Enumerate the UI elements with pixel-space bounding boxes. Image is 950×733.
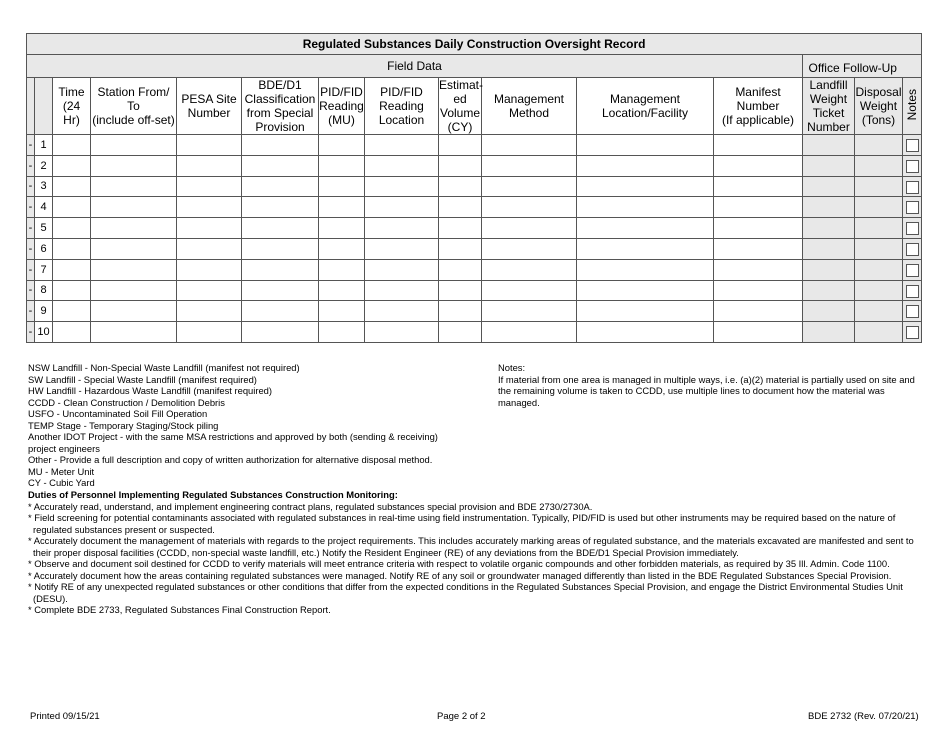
cell-facility[interactable] <box>577 197 714 218</box>
cell-classification[interactable] <box>242 322 319 343</box>
notes-checkbox[interactable] <box>906 201 919 214</box>
cell-station[interactable] <box>91 259 177 280</box>
notes-checkbox[interactable] <box>906 305 919 318</box>
legend-line: MU - Meter Unit <box>28 465 95 477</box>
cell-facility[interactable] <box>577 218 714 239</box>
cell-manifest[interactable] <box>714 197 803 218</box>
legend-line: Another IDOT Project - with the same MSA restrictions and approved by both (sending & receiving) <box>28 431 438 443</box>
cell-ticket[interactable] <box>803 280 855 301</box>
cell-ticket[interactable] <box>803 155 855 176</box>
cell-facility[interactable] <box>577 135 714 156</box>
cell-notes <box>903 238 922 259</box>
col-facility <box>577 78 714 135</box>
duty-item: * Complete BDE 2733, Regulated Substances Final Construction Report. <box>28 604 331 616</box>
cell-notes <box>903 155 922 176</box>
cell-weight[interactable] <box>855 301 903 322</box>
cell-manifest[interactable] <box>714 218 803 239</box>
cell-weight[interactable] <box>855 322 903 343</box>
form-id: BDE 2732 (Rev. 07/20/21) <box>808 711 919 722</box>
cell-pid-reading[interactable] <box>319 135 365 156</box>
row-marker: - <box>27 238 35 259</box>
row-number: 8 <box>35 280 53 301</box>
table-row <box>27 176 922 197</box>
cell-classification[interactable] <box>242 238 319 259</box>
col-ticket-label: Landfill Weight Ticket Number <box>807 78 850 134</box>
col-notes <box>903 78 922 135</box>
cell-facility[interactable] <box>577 301 714 322</box>
cell-facility[interactable] <box>577 322 714 343</box>
cell-pid-location[interactable] <box>365 176 439 197</box>
cell-method[interactable] <box>482 218 577 239</box>
row-number: 4 <box>35 197 53 218</box>
cell-time[interactable] <box>53 197 91 218</box>
cell-volume[interactable] <box>439 135 482 156</box>
row-number: 7 <box>35 259 53 280</box>
row-number: 2 <box>35 155 53 176</box>
office-followup-label: Office Follow-Up <box>803 55 903 78</box>
notes-checkbox[interactable] <box>906 264 919 277</box>
cell-pesa[interactable] <box>177 301 242 322</box>
col-volume <box>439 78 482 135</box>
cell-station[interactable] <box>91 135 177 156</box>
col-pid-reading <box>319 78 365 135</box>
cell-time[interactable] <box>53 259 91 280</box>
col-station <box>91 78 177 135</box>
cell-ticket[interactable] <box>803 176 855 197</box>
cell-facility[interactable] <box>577 238 714 259</box>
cell-classification[interactable] <box>242 135 319 156</box>
row-marker: - <box>27 259 35 280</box>
col-pesa <box>177 78 242 135</box>
cell-pid-location[interactable] <box>365 259 439 280</box>
cell-station[interactable] <box>91 218 177 239</box>
legend-line: HW Landfill - Hazardous Waste Landfill (manifest required) <box>28 385 273 397</box>
printed-date: Printed 09/15/21 <box>30 711 100 722</box>
form-title: Regulated Substances Daily Construction Oversight Record <box>27 34 922 55</box>
cell-weight[interactable] <box>855 259 903 280</box>
cell-notes <box>903 322 922 343</box>
table-row <box>27 259 922 280</box>
cell-volume[interactable] <box>439 176 482 197</box>
table-row <box>27 301 922 322</box>
cell-station[interactable] <box>91 155 177 176</box>
row-marker: - <box>27 176 35 197</box>
cell-manifest[interactable] <box>714 322 803 343</box>
cell-pesa[interactable] <box>177 238 242 259</box>
cell-volume[interactable] <box>439 218 482 239</box>
cell-classification[interactable] <box>242 176 319 197</box>
row-number: 3 <box>35 176 53 197</box>
cell-volume[interactable] <box>439 259 482 280</box>
col-volume-label: Estimat- ed Volume (CY) <box>439 78 484 134</box>
cell-notes <box>903 176 922 197</box>
col-method <box>482 78 577 135</box>
col-pesa-label: PESA Site Number <box>181 92 237 120</box>
cell-facility[interactable] <box>577 259 714 280</box>
table-row <box>27 155 922 176</box>
notes-checkbox[interactable] <box>906 139 919 152</box>
cell-method[interactable] <box>482 135 577 156</box>
legend-line: Other - Provide a full description and copy of written authorization for alternative disposal method. <box>28 454 433 466</box>
cell-classification[interactable] <box>242 259 319 280</box>
cell-weight[interactable] <box>855 197 903 218</box>
cell-pid-reading[interactable] <box>319 197 365 218</box>
col-classification <box>242 78 319 135</box>
cell-pesa[interactable] <box>177 280 242 301</box>
cell-volume[interactable] <box>439 280 482 301</box>
row-number: 1 <box>35 135 53 156</box>
notes-checkbox[interactable] <box>906 285 919 298</box>
cell-time[interactable] <box>53 218 91 239</box>
table-row <box>27 218 922 239</box>
legend-line: USFO - Uncontaminated Soil Fill Operation <box>28 408 208 420</box>
cell-volume[interactable] <box>439 238 482 259</box>
cell-facility[interactable] <box>577 176 714 197</box>
row-marker: - <box>27 322 35 343</box>
notes-checkbox[interactable] <box>906 160 919 173</box>
cell-notes <box>903 135 922 156</box>
notes-text: If material from one area is managed in multiple ways, i.e. (a)(2) material is partially used on site and the remaining volume is taken to CCDD, use multiple lines to document how the material was managed. <box>498 373 915 408</box>
cell-notes <box>903 218 922 239</box>
cell-time[interactable] <box>53 155 91 176</box>
row-marker: - <box>27 155 35 176</box>
cell-ticket[interactable] <box>803 259 855 280</box>
cell-time[interactable] <box>53 238 91 259</box>
cell-pid-location[interactable] <box>365 155 439 176</box>
legend-line: CCDD - Clean Construction / Demolition Debris <box>28 396 225 408</box>
cell-classification[interactable] <box>242 155 319 176</box>
col-pid-location <box>365 78 439 135</box>
cell-method[interactable] <box>482 259 577 280</box>
cell-notes <box>903 301 922 322</box>
cell-pesa[interactable] <box>177 155 242 176</box>
cell-weight[interactable] <box>855 218 903 239</box>
cell-volume[interactable] <box>439 197 482 218</box>
row-number: 9 <box>35 301 53 322</box>
cell-pid-location[interactable] <box>365 218 439 239</box>
col-pid-location-label: PID/FID Reading Location <box>378 85 425 127</box>
cell-notes <box>903 197 922 218</box>
cell-station[interactable] <box>91 322 177 343</box>
cell-pid-reading[interactable] <box>319 155 365 176</box>
cell-pesa[interactable] <box>177 135 242 156</box>
col-notes-label: Notes <box>905 88 920 121</box>
cell-volume[interactable] <box>439 301 482 322</box>
cell-weight[interactable] <box>855 135 903 156</box>
cell-pid-reading[interactable] <box>319 322 365 343</box>
table-row <box>27 322 922 343</box>
duties-list <box>28 501 923 616</box>
row-marker: - <box>27 218 35 239</box>
cell-ticket[interactable] <box>803 135 855 156</box>
row-marker: - <box>27 301 35 322</box>
field-data-label: Field Data <box>27 55 803 78</box>
cell-pid-reading[interactable] <box>319 218 365 239</box>
cell-notes <box>903 259 922 280</box>
row-marker: - <box>27 197 35 218</box>
duties-block <box>28 489 923 616</box>
duty-item: * Field screening for potential contaminants associated with regulated substances in real-time using field instrumentation. Typically, PID/FID is used but other instruments may be required based on the nature of regulated substances present or suspected. <box>28 512 896 535</box>
col-manifest-label: Manifest Number (If applicable) <box>721 85 795 127</box>
cell-pesa[interactable] <box>177 322 242 343</box>
cell-method[interactable] <box>482 238 577 259</box>
duty-item: * Observe and document soil destined for CCDD to verify materials will meet entrance criteria with respect to volatile organic compounds and other forbidden materials, as required by 35 Ill. Admin. Code 1100. <box>28 558 890 570</box>
cell-pid-reading[interactable] <box>319 238 365 259</box>
cell-manifest[interactable] <box>714 135 803 156</box>
cell-pid-location[interactable] <box>365 238 439 259</box>
cell-ticket[interactable] <box>803 218 855 239</box>
cell-pid-location[interactable] <box>365 197 439 218</box>
cell-manifest[interactable] <box>714 280 803 301</box>
cell-time[interactable] <box>53 322 91 343</box>
col-method-label: Management Method <box>493 92 565 120</box>
cell-ticket[interactable] <box>803 238 855 259</box>
cell-manifest[interactable] <box>714 155 803 176</box>
duty-item: * Accurately document the management of materials with regards to the project requirements. This includes accurately marking areas of regulated substance, and the materials excavated are manifested and sent to their proper disposal facilities (CCDD, non-special waste landfill, etc.) Notify the Resident Engineer (RE) of any deviations from the BDE/D1 Special Provision immediately. <box>28 535 914 558</box>
cell-classification[interactable] <box>242 197 319 218</box>
cell-manifest[interactable] <box>714 301 803 322</box>
notes-checkbox[interactable] <box>906 243 919 256</box>
duty-item: * Accurately document how the areas containing regulated substances were managed. Notify RE of any soil or groundwater managed differently than listed in the BDE Regulated Substances Special Provision. <box>28 569 892 581</box>
cell-station[interactable] <box>91 301 177 322</box>
cell-method[interactable] <box>482 176 577 197</box>
row-number: 6 <box>35 238 53 259</box>
cell-station[interactable] <box>91 238 177 259</box>
legend-line: NSW Landfill - Non-Special Waste Landfill (manifest not required) <box>28 362 300 373</box>
cell-method[interactable] <box>482 197 577 218</box>
table-row <box>27 135 922 156</box>
cell-pid-reading[interactable] <box>319 259 365 280</box>
row-marker: - <box>27 280 35 301</box>
notes-checkbox[interactable] <box>906 181 919 194</box>
col-classification-label: BDE/D1 Classification from Special Provision <box>244 78 316 134</box>
table-row <box>27 280 922 301</box>
cell-manifest[interactable] <box>714 259 803 280</box>
cell-volume[interactable] <box>439 155 482 176</box>
cell-time[interactable] <box>53 135 91 156</box>
legend <box>28 362 498 489</box>
row-marker: - <box>27 135 35 156</box>
col-weight-label: Disposal Weight (Tons) <box>855 85 902 127</box>
cell-station[interactable] <box>91 176 177 197</box>
oversight-record-table <box>26 33 922 343</box>
cell-time[interactable] <box>53 176 91 197</box>
col-manifest <box>714 78 803 135</box>
cell-ticket[interactable] <box>803 197 855 218</box>
cell-time[interactable] <box>53 280 91 301</box>
table-row <box>27 238 922 259</box>
cell-pid-reading[interactable] <box>319 301 365 322</box>
duties-heading: Duties of Personnel Implementing Regulated Substances Construction Monitoring: <box>28 489 398 500</box>
row-number: 5 <box>35 218 53 239</box>
data-rows <box>27 135 922 343</box>
legend-line: project engineers <box>28 442 100 454</box>
cell-pid-location[interactable] <box>365 135 439 156</box>
page-number: Page 2 of 2 <box>437 711 486 722</box>
cell-ticket[interactable] <box>803 301 855 322</box>
cell-pesa[interactable] <box>177 176 242 197</box>
cell-pid-reading[interactable] <box>319 280 365 301</box>
cell-pesa[interactable] <box>177 259 242 280</box>
cell-manifest[interactable] <box>714 238 803 259</box>
col-time-label: Time (24 Hr) <box>58 85 85 127</box>
col-station-label: Station From/ To (include off-set) <box>92 85 175 127</box>
cell-pesa[interactable] <box>177 218 242 239</box>
cell-time[interactable] <box>53 301 91 322</box>
cell-facility[interactable] <box>577 155 714 176</box>
cell-volume[interactable] <box>439 322 482 343</box>
cell-classification[interactable] <box>242 218 319 239</box>
legend-line: TEMP Stage - Temporary Staging/Stock piling <box>28 419 219 431</box>
cell-classification[interactable] <box>242 301 319 322</box>
cell-method[interactable] <box>482 322 577 343</box>
col-weight <box>855 78 903 135</box>
legend-line: SW Landfill - Special Waste Landfill (manifest required) <box>28 373 257 385</box>
cell-station[interactable] <box>91 280 177 301</box>
cell-method[interactable] <box>482 301 577 322</box>
duty-item: * Notify RE of any unexpected regulated substances or other conditions that differ from the expected conditions in the Regulated Substances Special Provision, and engage the District Environmental Studies Unit (DESU). <box>28 581 903 604</box>
cell-facility[interactable] <box>577 280 714 301</box>
row-number: 10 <box>35 322 53 343</box>
col-pid-reading-label: PID/FID Reading (MU) <box>319 85 364 127</box>
col-facility-label: Management Location/Facility <box>601 92 689 120</box>
col-time <box>53 78 91 135</box>
notes-checkbox[interactable] <box>906 326 919 339</box>
notes-heading: Notes: <box>498 362 526 373</box>
cell-method[interactable] <box>482 280 577 301</box>
cell-pesa[interactable] <box>177 197 242 218</box>
cell-manifest[interactable] <box>714 176 803 197</box>
cell-station[interactable] <box>91 197 177 218</box>
cell-classification[interactable] <box>242 280 319 301</box>
cell-notes <box>903 280 922 301</box>
table-row <box>27 197 922 218</box>
cell-weight[interactable] <box>855 176 903 197</box>
legend-line: CY - Cubic Yard <box>28 477 95 489</box>
cell-pid-reading[interactable] <box>319 176 365 197</box>
cell-pid-location[interactable] <box>365 301 439 322</box>
cell-pid-location[interactable] <box>365 280 439 301</box>
cell-pid-location[interactable] <box>365 322 439 343</box>
cell-weight[interactable] <box>855 280 903 301</box>
cell-weight[interactable] <box>855 238 903 259</box>
col-ticket <box>803 78 855 135</box>
cell-weight[interactable] <box>855 155 903 176</box>
notes-checkbox[interactable] <box>906 222 919 235</box>
cell-ticket[interactable] <box>803 322 855 343</box>
duty-item: * Accurately read, understand, and implement engineering contract plans, regulated substances special provision and BDE 2730/2730A. <box>28 500 593 512</box>
cell-method[interactable] <box>482 155 577 176</box>
notes-block <box>498 362 918 408</box>
